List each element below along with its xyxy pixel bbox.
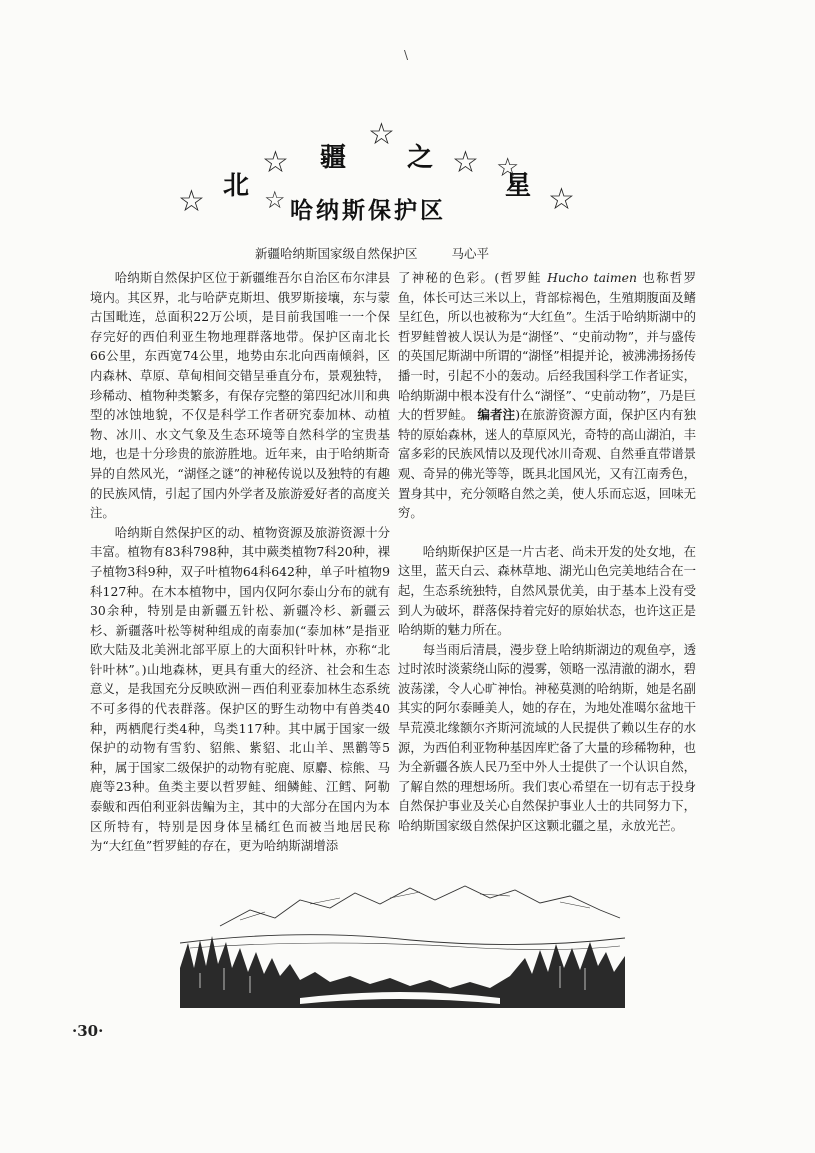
page-number: ·30· <box>72 1022 104 1040</box>
star-icon: ☆ <box>496 153 520 183</box>
paragraph: 哈纳斯保护区是一片古老、尚未开发的处女地，在这里，蓝天白云、森林草地、湖光山色完美地结合在一起，生态系统独特，自然风景优美，由于基本上没有受到人为破坏，群落保持着完好的原始状态，也许这正是哈纳斯的魅力所在。 <box>398 543 696 638</box>
paragraph: 每当雨后清晨，漫步登上哈纳斯湖边的观鱼亭，透过时浓时淡萦绕山际的漫雾，领略一泓清澈的湖水，碧波荡漾，令人心旷神怡。神秘莫测的哈纳斯，她是名副其实的阿尔泰睡美人，她的存在，为地处准噶尔盆地干旱荒漠北缘额尔齐斯河流域的人民提供了赖以生存的水源，为西伯利亚物种基因库贮备了大量的珍稀物种，也为全新疆各族人民乃至中外人士提供了一个认识自然，了解自然的理想场所。我们衷心希望在一切有志于投身自然保护事业及关心自然保护事业人士的共同努力下，哈纳斯国家级自然保护区这颗北疆之星，永放光芒。 <box>398 641 696 834</box>
title-char-zhi: 之 <box>407 143 434 173</box>
article-subtitle: 哈纳斯保护区 <box>290 197 446 224</box>
page-mark: \ <box>404 48 409 62</box>
paragraph: 哈纳斯自然保护区的动、植物资源及旅游资源十分丰富。植物有83科798种，其中蕨类植物7科20种，裸子植物3科9种，双子叶植物64科642种，单子叶植物9科127种。在木本植物中，国内仅阿尔泰山分布的就有30余种，特别是由新疆五针松、新疆冷杉、新疆云杉、新疆落叶松等树种组成的南泰加(“泰加林”是指亚欧大陆及北美洲北部平原上的大面积针叶林，亦称“北针叶林”。)山地森林，更具有重大的经济、社会和生态意义，是我国充分反映欧洲－西伯利亚泰加林生态系统不可多得的代表群落。保护区的野生动物中有兽类40种，两栖爬行类4种，鸟类117种。其中属于国家一级保护的动物有雪豹、貂熊、紫貂、北山羊、黑鹳等5种，属于国家二级保护的动物有驼鹿、原麝、棕熊、马鹿等23种。鱼类主要以哲罗鲑、细鳞鲑、江鳕、阿勒泰鲅和西伯利亚斜齿鳊为主，其中的大部分在国内为本区所特有，特别是因身体呈橘红色而被当地居民称为“大红鱼”哲罗鲑的存在，更为哈纳斯湖增添 <box>90 524 390 854</box>
right-column <box>398 268 696 836</box>
star-icon: ☆ <box>178 184 205 219</box>
byline <box>255 244 489 262</box>
title-char-jiang: 疆 <box>320 143 347 173</box>
landscape-illustration <box>180 848 625 1013</box>
title-char-bei: 北 <box>223 171 250 201</box>
star-icon: ☆ <box>548 182 575 217</box>
star-icon: ☆ <box>452 145 479 180</box>
author-name: 马心平 <box>451 246 490 261</box>
author-organization: 新疆哈纳斯国家级自然保护区 <box>255 246 418 261</box>
editor-note: 编者注 <box>477 407 516 423</box>
star-icon: ☆ <box>368 117 395 152</box>
left-column <box>90 268 390 856</box>
latin-name: Hucho taimen <box>547 270 637 285</box>
star-icon: ☆ <box>262 145 289 180</box>
title-char-xing: 星 <box>505 171 532 201</box>
text-run: 也称哲罗鱼，体长可达三米以上，背部棕褐色，生殖期腹面及鳍呈红色，所以也被称为“大红鱼”。生活于哈纳斯湖中的哲罗鲑曾被人误认为是“湖怪”、“史前动物”，并与盛传的英国尼斯湖中所谓的“湖怪”相提并论，被沸沸扬扬传播一时，引起不小的轰动。后经我国科学工作者证实，哈纳斯湖中根本没有什么“湖怪”、“史前动物”，乃是巨大的哲罗鲑。 <box>398 270 696 423</box>
paragraph-continued <box>398 268 696 523</box>
star-icon: ☆ <box>264 186 286 214</box>
paragraph: 哈纳斯自然保护区位于新疆维吾尔自治区布尔津县境内。其区界，北与哈萨克斯坦、俄罗斯接壤，东与蒙古国毗连，总面积22万公顷，是目前我国唯一一个保存完好的西伯利亚生物地理群落地带。保护区南北长66公里，东西宽74公里，地势由东北向西南倾斜，区内森林、草原、草甸相间交错呈垂直分布，景观独特，珍稀动、植物种类繁多，有保存完整的第四纪冰川和典型的冰蚀地貌，不仅是科学工作者研究泰加林、动植物、冰川、水文气象及生态环境等自然科学的宝贵基地，也是十分珍贵的旅游胜地。近年来，由于哈纳斯奇异的自然风光，“湖怪之谜”的神秘传说以及独特的有趣的民族风情，引起了国内外学者及旅游爱好者的高度关注。 <box>90 270 390 521</box>
text-run: )在旅游资源方面，保护区内有独特的原始森林，迷人的草原风光，奇特的高山湖泊，丰富多彩的民族风情以及现代冰川奇观、自然垂直带谱景观、奇异的佛光等等，既具北国风光，又有江南秀色，置身其中，充分领略自然之美，使人乐而忘返，回味无穷。 <box>398 407 696 521</box>
text-run: 了神秘的色彩。(哲罗鲑 <box>398 270 542 285</box>
